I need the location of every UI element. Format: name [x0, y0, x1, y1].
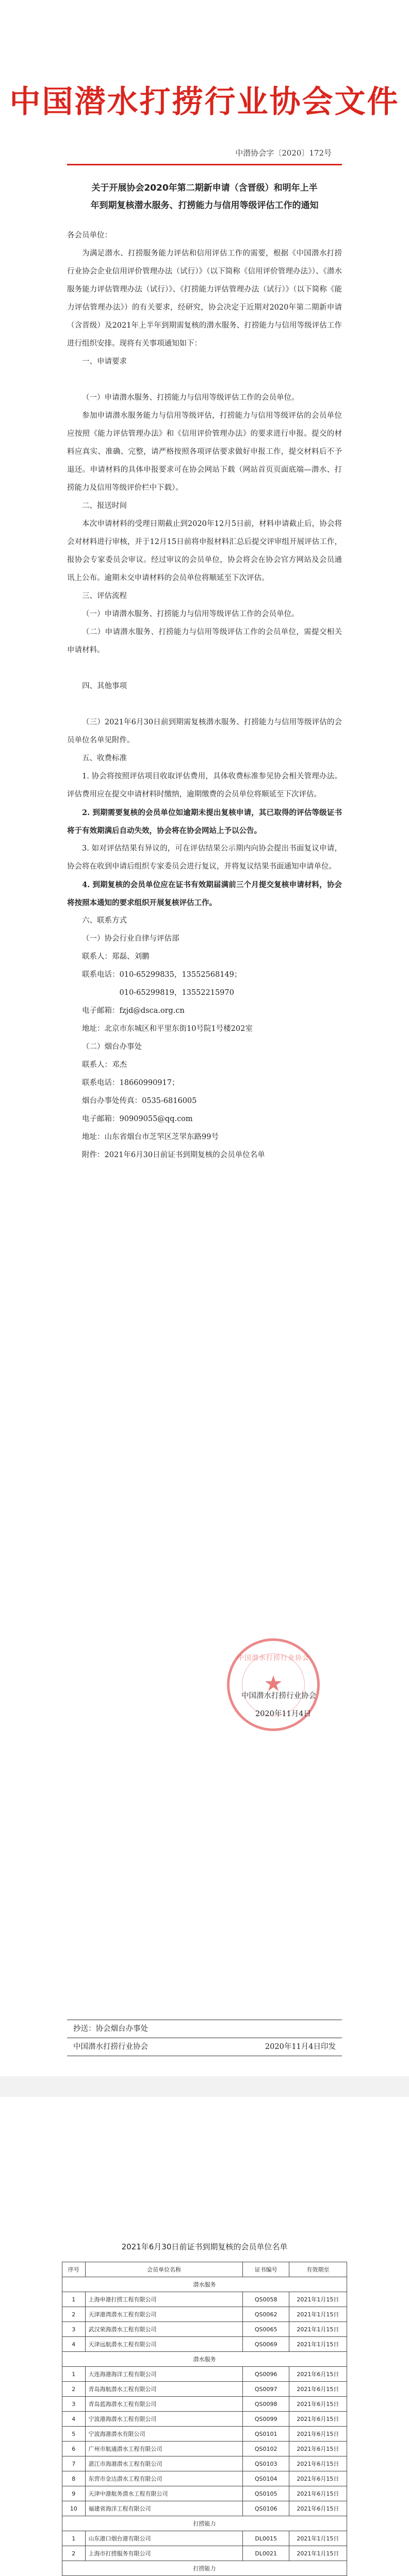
member-list [62, 2262, 347, 2576]
expiry-date: 2021年1月15日 [289, 2546, 347, 2561]
member-table [62, 2262, 347, 2576]
row-index: 9 [62, 2486, 86, 2501]
document-number: 中潜协会字〔2020〕172号 [235, 148, 332, 158]
paragraph: 4. 到期复核的会员单位应在证书有效期届满前三个月提交复核申请材料，协会将按照本通知的要求组织开展复核评估工作。 [67, 880, 342, 907]
paragraph: 3. 如对评估结果有异议的，可在评估结果公示期内向协会提出书面复议申请，协会将在收到申请后组织专家委员会进行复议，并将复议结果书面通知申请单位。 [67, 844, 342, 871]
page-2 [0, 2097, 409, 2576]
expiry-date: 2021年6月15日 [289, 2486, 347, 2501]
member-name: 大连海港海洋工程有限公司 [85, 2367, 243, 2382]
member-table-body [62, 2277, 347, 2576]
certificate-number: QS0065 [243, 2322, 289, 2337]
table-header-row [62, 2262, 347, 2277]
section-label: 潜水服务 [62, 2277, 347, 2292]
contact-line: 联系人：郑磊、刘鹏 [82, 953, 150, 961]
table-row [62, 2546, 347, 2561]
signature-date: 2020年11月4日 [255, 1710, 311, 1718]
section-row [62, 2352, 347, 2367]
table-row [62, 2397, 347, 2412]
contact-line: 烟台办事处传真：0535-6816005 [82, 1097, 197, 1105]
contact-line: 联系电话：18660990917； [82, 1079, 179, 1087]
member-name: 上海申港打捞工程有限公司 [85, 2292, 243, 2307]
paragraph: 2. 到期需要复核的会员单位如逾期未提出复核申请，其已取得的评估等级证书将于有效期满后自动失效，协会将在协会网站上予以公告。 [67, 808, 342, 835]
salutation: 各会员单位： [67, 231, 112, 240]
paragraph: 1. 协会将按照评估项目收取评估费用，具体收费标准参见协会相关管理办法。评估费用应在提交申请材料时缴纳，逾期缴费的会员单位将顺延至下次评估。 [67, 772, 342, 799]
row-index: 1 [62, 2292, 86, 2307]
certificate-number: QS0058 [243, 2292, 289, 2307]
table-row [62, 2471, 347, 2486]
section-label: 打捞能力 [62, 2561, 347, 2576]
section-label: 潜水服务 [62, 2352, 347, 2367]
member-name: 广州市航通潜水工程有限公司 [85, 2442, 243, 2456]
column-header: 会员单位名称 [85, 2262, 243, 2277]
row-index: 1 [62, 2531, 86, 2546]
table-row [62, 2531, 347, 2546]
row-index: 3 [62, 2322, 86, 2337]
column-header: 证书编号 [243, 2262, 289, 2277]
paragraph: 本次申请材料的受理日期截止到2020年12月5日前，材料申请截止后，协会将会对材料进行审核，并于12月15日前将申报材料汇总后提交评审组开展评估工作，报协会专家委员会审议。经过审议的会员单位，协会将会在协会官方网站及会员通讯上公布。逾期未交申请材料的会员单位将顺延至下次评估。 [67, 520, 342, 582]
certificate-number: QS0105 [243, 2486, 289, 2501]
certificate-number: QS0101 [243, 2427, 289, 2442]
expiry-date: 2021年6月15日 [289, 2412, 347, 2427]
contact-email: 电子邮箱：fzjd@dsca.org.cn [82, 1007, 185, 1015]
expiry-date: 2021年1月15日 [289, 2307, 347, 2322]
seal-star-icon: ★ [264, 1671, 283, 1696]
table-row [62, 2307, 347, 2322]
section-row [62, 2561, 347, 2576]
contact-line: 联系人：邓杰 [82, 1061, 127, 1069]
certificate-number: DL0021 [243, 2546, 289, 2561]
section-heading: 三、评估流程 [82, 592, 127, 600]
red-divider [67, 164, 342, 165]
cc-line: 抄送：协会烟台办事处 [67, 2020, 342, 2038]
table-row [62, 2382, 347, 2397]
expiry-date: 2021年6月15日 [289, 2427, 347, 2442]
table-row [62, 2412, 347, 2427]
member-name: 天津远航潜水工程有限公司 [85, 2337, 243, 2352]
table-row [62, 2442, 347, 2456]
expiry-date: 2021年6月15日 [289, 2456, 347, 2471]
expiry-date: 2021年6月15日 [289, 2397, 347, 2412]
member-name: 山东港口烟台港有限公司 [85, 2531, 243, 2546]
expiry-date: 2021年1月15日 [289, 2292, 347, 2307]
table-row [62, 2486, 347, 2501]
member-name: 东营市金达潜水工程有限公司 [85, 2471, 243, 2486]
page-gap [0, 2076, 409, 2097]
row-index: 1 [62, 2367, 86, 2382]
certificate-number: QS0069 [243, 2337, 289, 2352]
column-header: 有效期至 [289, 2262, 347, 2277]
expiry-date: 2021年1月15日 [289, 2531, 347, 2546]
paragraph: 为满足潜水、打捞服务能力评估和信用评估工作的需要，根据《中国潜水打捞行业协会企业信用评价管理办法（试行）》（以下简称《信用评价管理办法》）、《潜水服务能力评估管理办法（试行）》、《打捞能力评估管理办法（试行）》（以下简称《能力评估管理办法》）的有关要求，经研究，协会决定于近期对2020年第二期新申请（含晋级）及2021年上半年到期需复核的潜水服务、打捞能力与信用等级评估工作进行组织安排。现将有关事项通知如下： [67, 249, 342, 348]
attachment-line: 附件：2021年6月30日前证书到期复核的会员单位名单 [82, 1151, 265, 1159]
member-name: 福建省海洋工程有限公司 [85, 2501, 243, 2516]
issue-date: 2020年11月4日印发 [265, 2043, 336, 2051]
signature-block [67, 1687, 342, 1723]
section-row [62, 2516, 347, 2531]
certificate-number: QS0096 [243, 2367, 289, 2382]
paragraph: （三）2021年6月30日前到期需复核潜水服务、打捞能力与信用等级评估的会员单位名单见附件。 [67, 718, 342, 744]
issuer: 中国潜水打捞行业协会 [73, 2043, 148, 2051]
contact-line: 010-65299819，13552215970 [119, 989, 234, 997]
member-name: 青岛海航潜水工程有限公司 [85, 2382, 243, 2397]
section-row [62, 2277, 347, 2292]
expiry-date: 2021年1月15日 [289, 2322, 347, 2337]
table-row [62, 2456, 347, 2471]
member-name: 武汉荣海潜水工程有限公司 [85, 2322, 243, 2337]
member-name: 天津中港航务潜水工程有限公司 [85, 2486, 243, 2501]
table-row [62, 2292, 347, 2307]
contact-line: （二）烟台办事处 [82, 1043, 142, 1051]
seal-text: 中国潜水打捞行业协会 [237, 1654, 309, 1662]
row-index: 10 [62, 2501, 86, 2516]
section-heading: 四、其他事项 [82, 682, 127, 690]
section-label: 打捞能力 [62, 2516, 347, 2531]
expiry-date: 2021年1月15日 [289, 2337, 347, 2352]
row-index: 7 [62, 2456, 86, 2471]
paragraph: （一）申请潜水服务、打捞能力与信用等级评估工作的会员单位。 [82, 394, 299, 402]
contact-line: 地址：北京市东城区和平里东街10号院1号楼202室 [82, 1025, 253, 1033]
section-heading: 六、联系方式 [82, 917, 127, 925]
table-row [62, 2501, 347, 2516]
member-list-title: 2021年6月30日前证书到期复核的会员单位名单 [121, 2242, 288, 2251]
certificate-number: QS0104 [243, 2471, 289, 2486]
contact-line: 联系电话：010-65299835，13552568149； [82, 971, 242, 979]
certificate-number: QS0106 [243, 2501, 289, 2516]
issuer-line [67, 2038, 342, 2056]
row-index: 3 [62, 2397, 86, 2412]
expiry-date: 2021年6月15日 [289, 2442, 347, 2456]
member-name: 天津港湾潜水工程有限公司 [85, 2307, 243, 2322]
certificate-number: QS0099 [243, 2412, 289, 2427]
row-index: 4 [62, 2412, 86, 2427]
table-row [62, 2367, 347, 2382]
certificate-number: QS0103 [243, 2456, 289, 2471]
table-row [62, 2427, 347, 2442]
notice-body [67, 227, 342, 1164]
section-heading: 五、收费标准 [82, 754, 127, 762]
cc-block [67, 2020, 342, 2056]
row-index: 2 [62, 2546, 86, 2561]
certificate-number: QS0102 [243, 2442, 289, 2456]
expiry-date: 2021年6月15日 [289, 2367, 347, 2382]
member-name: 湛江市海港潜水工程有限公司 [85, 2456, 243, 2471]
signature-org: 中国潜水打捞行业协会 [241, 1692, 316, 1700]
member-name: 青岛蓝海潜水工程有限公司 [85, 2397, 243, 2412]
section-heading: 二、报送时间 [82, 502, 127, 510]
section-heading: 一、申请要求 [82, 358, 127, 366]
certificate-number: DL0015 [243, 2531, 289, 2546]
member-name: 宁波港海潜水工程有限公司 [85, 2412, 243, 2427]
contact-line: 地址：山东省烟台市芝罘区芝罘东路99号 [82, 1133, 219, 1141]
table-row [62, 2337, 347, 2352]
notice-title: 关于开展协会2020年第二期新申请（含晋级）和明年上半年到期复核潜水服务、打捞能力与信用等级评估工作的通知 [90, 183, 319, 211]
contact-line: （一）协会行业自律与评估部 [82, 935, 179, 943]
member-name: 上海市打捞服务有限公司 [85, 2546, 243, 2561]
row-index: 4 [62, 2337, 86, 2352]
certificate-number: QS0062 [243, 2307, 289, 2322]
column-header: 序号 [62, 2262, 86, 2277]
row-index: 2 [62, 2307, 86, 2322]
row-index: 8 [62, 2471, 86, 2486]
table-row [62, 2322, 347, 2337]
row-index: 5 [62, 2427, 86, 2442]
document-header-title: 中国潜水打捞行业协会文件 [9, 84, 400, 120]
certificate-number: QS0097 [243, 2382, 289, 2397]
paragraph: （一）申请潜水服务、打捞能力与信用等级评估工作的会员单位。 [82, 610, 299, 618]
certificate-number: QS0098 [243, 2397, 289, 2412]
expiry-date: 2021年6月15日 [289, 2501, 347, 2516]
contact-email: 电子邮箱：90909055@qq.com [82, 1115, 193, 1123]
member-name: 宁波海港潜水有限公司 [85, 2427, 243, 2442]
paragraph: （二）申请潜水服务、打捞能力与信用等级评估工作的会员单位，需提交相关申请材料。 [67, 628, 342, 654]
row-index: 2 [62, 2382, 86, 2397]
paragraph: 参加申请潜水服务能力与信用等级评估，打捞能力与信用等级评估的会员单位应按照《能力评估管理办法》和《信用评价管理办法》的要求进行申报。提交的材料应真实、准确、完整，请严格按照各项评估要求做好申报工作，提交材料后不予退还。申请材料的具体申报要求可在协会网站下载（网站首页页面底端—潜水、打捞能力及信用等级评价栏中下载）。 [67, 412, 342, 492]
expiry-date: 2021年6月15日 [289, 2382, 347, 2397]
expiry-date: 2021年6月15日 [289, 2471, 347, 2486]
row-index: 6 [62, 2442, 86, 2456]
